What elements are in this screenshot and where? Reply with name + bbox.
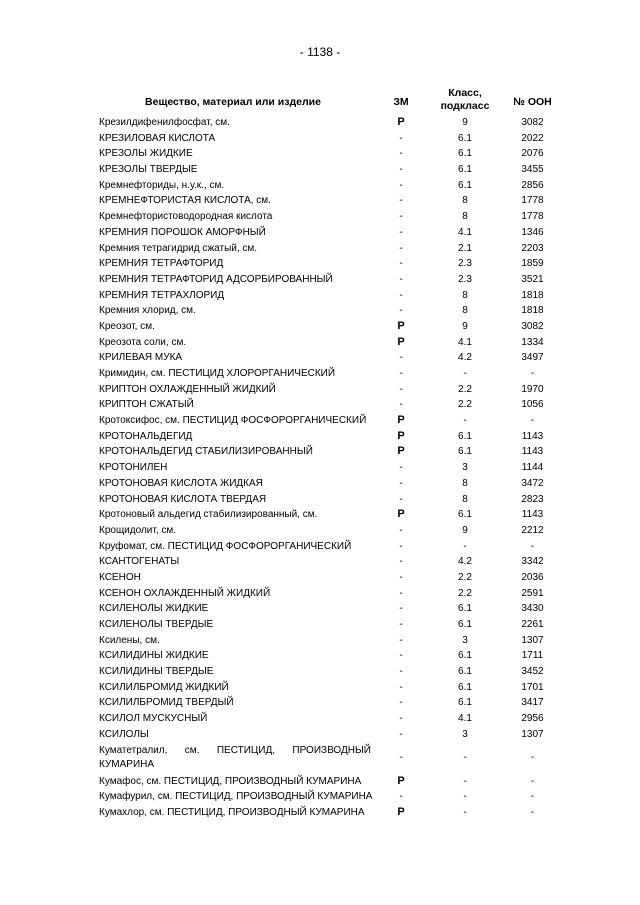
table-row	[0, 476, 640, 492]
table-row	[0, 554, 640, 570]
zm-mark: P	[397, 319, 405, 332]
substance-name: КРЕМНИЯ ПОРОШОК АМОРФНЫЙ	[99, 226, 266, 238]
substance-name: Круфомат, см. ПЕСТИЦИД ФОСФОРОРГАНИЧЕСКИЙ	[99, 540, 352, 552]
zm-mark: -	[399, 258, 403, 270]
hazard-class: 3	[462, 462, 468, 474]
hazard-class: 2.2	[458, 383, 472, 395]
substance-name: КРОТОНОВАЯ КИСЛОТА ЖИДКАЯ	[99, 477, 263, 489]
table-row	[0, 397, 640, 413]
zm-mark: -	[399, 132, 403, 144]
table-row	[0, 570, 640, 586]
hazard-class: 9	[462, 320, 468, 332]
hazard-class: 6.1	[458, 619, 472, 630]
table-row	[0, 523, 640, 539]
zm-mark: -	[399, 619, 403, 630]
un-number: 3521	[521, 273, 544, 285]
substance-name: КСЕНОН ОХЛАЖДЕННЫЙ ЖИДКИЙ	[99, 587, 271, 599]
zm-mark: P	[397, 414, 405, 427]
hazard-class: 8	[462, 195, 468, 207]
substance-name: Куматетралил, см. ПЕСТИЦИД, ПРОИЗВОДНЫЙ КУМАРИНА	[99, 744, 371, 770]
un-number: 3452	[521, 666, 544, 678]
table-row	[0, 131, 640, 147]
zm-mark: -	[399, 681, 403, 693]
substance-name: Кримидин, см. ПЕСТИЦИД ХЛОРОРГАНИЧЕСКИЙ	[99, 368, 336, 379]
un-number: 2212	[521, 524, 544, 536]
un-number: 2203	[521, 242, 544, 254]
zm-mark: P	[397, 774, 405, 787]
substance-name: КРЕМНИЯ ТЕТРАХЛОРИД	[99, 289, 225, 301]
hazard-class: 9	[462, 117, 468, 128]
hazard-class: 4.1	[458, 336, 472, 348]
hazard-class: 3	[462, 634, 468, 646]
hazard-class: 6.1	[458, 179, 472, 191]
un-number: -	[530, 540, 535, 552]
un-number: 1701	[521, 681, 544, 693]
table-row	[0, 193, 640, 209]
un-number: 1711	[521, 650, 544, 662]
substance-table	[0, 115, 640, 821]
un-number: 1143	[521, 509, 544, 521]
zm-mark: -	[399, 540, 403, 552]
un-number: 3082	[521, 117, 544, 128]
table-row	[0, 633, 640, 649]
hazard-class: -	[463, 368, 467, 379]
hazard-class: 2.1	[458, 242, 472, 254]
zm-mark: -	[399, 211, 403, 223]
zm-mark: -	[399, 650, 403, 662]
table-row	[0, 429, 640, 445]
un-number: 1307	[521, 634, 544, 646]
hazard-class: 2.3	[458, 258, 472, 270]
zm-mark: -	[399, 477, 403, 489]
substance-name: КРОТОНОВАЯ КИСЛОТА ТВЕРДАЯ	[99, 493, 267, 505]
un-number: 3417	[521, 697, 544, 709]
un-number: 2823	[521, 493, 544, 505]
zm-mark: -	[399, 179, 403, 191]
header-un-number: № ООН	[513, 96, 552, 108]
table-row	[0, 444, 640, 460]
zm-mark: P	[397, 508, 405, 521]
table-row	[0, 256, 640, 272]
hazard-class: 6.1	[458, 509, 472, 521]
substance-name: Креозота соли, см.	[99, 336, 187, 348]
table-row	[0, 288, 640, 304]
table-row	[0, 241, 640, 257]
un-number: 3082	[521, 320, 544, 332]
un-number: 2036	[521, 571, 544, 583]
substance-name: Кумахлор, см. ПЕСТИЦИД, ПРОИЗВОДНЫЙ КУМАРИНА	[99, 806, 365, 818]
hazard-class: 6.1	[458, 603, 472, 615]
zm-mark: -	[399, 148, 403, 160]
zm-mark: -	[399, 556, 403, 568]
zm-mark: -	[399, 305, 403, 317]
header-name: Вещество, материал или изделие	[145, 96, 321, 108]
zm-mark: -	[399, 462, 403, 474]
header-class-line2: подкласс	[440, 100, 490, 112]
zm-mark: -	[399, 383, 403, 395]
table-row	[0, 711, 640, 727]
un-number: 1144	[521, 462, 544, 474]
substance-name: Кротоксифос, см. ПЕСТИЦИД ФОСФОРОРГАНИЧЕСКИЙ	[99, 415, 367, 427]
un-number: -	[530, 415, 535, 427]
table-row	[0, 303, 640, 319]
un-number: 3430	[521, 603, 544, 615]
table-row	[0, 743, 640, 774]
hazard-class: 6.1	[458, 148, 472, 160]
substance-name: Кремнефториды, н.у.к., см.	[99, 179, 225, 191]
substance-name: КРОТОНИЛЕН	[99, 462, 168, 474]
hazard-class: -	[463, 791, 467, 803]
hazard-class: -	[463, 751, 467, 763]
table-row	[0, 460, 640, 476]
zm-mark: P	[397, 805, 405, 818]
substance-name: Кремния хлорид, см.	[99, 305, 196, 317]
substance-name: КСИЛИЛБРОМИД ЖИДКИЙ	[99, 681, 229, 693]
hazard-class: 4.2	[458, 352, 472, 364]
table-row	[0, 335, 640, 351]
un-number: 3455	[521, 164, 544, 176]
un-number: -	[530, 791, 535, 803]
substance-name: КРЕМНЕФТОРИСТАЯ КИСЛОТА, см.	[99, 195, 271, 207]
hazard-class: 6.1	[458, 681, 472, 693]
hazard-class: -	[463, 540, 467, 552]
zm-mark: -	[399, 524, 403, 536]
un-number: 2022	[521, 132, 544, 144]
table-row	[0, 209, 640, 225]
substance-name: КСИЛОЛЫ	[99, 728, 149, 740]
table-row	[0, 492, 640, 508]
hazard-class: 2.2	[458, 399, 472, 411]
substance-name: КСИЛИДИНЫ ТВЕРДЫЕ	[99, 666, 214, 678]
substance-name: Крощидолит, см.	[99, 524, 177, 536]
substance-name: КСИЛИДИНЫ ЖИДКИЕ	[99, 650, 209, 662]
table-row	[0, 366, 640, 382]
substance-name: КРЕМНИЯ ТЕТРАФТОРИД	[99, 258, 224, 270]
zm-mark: -	[399, 713, 403, 725]
un-number: 1307	[521, 728, 544, 740]
table-row	[0, 727, 640, 743]
zm-mark: -	[399, 399, 403, 411]
un-number: 1056	[521, 399, 544, 411]
un-number: 2076	[521, 148, 544, 160]
un-number: -	[530, 751, 535, 763]
zm-mark: -	[399, 352, 403, 364]
un-number: 1778	[521, 195, 544, 207]
substance-name: КСИЛИЛБРОМИД ТВЕРДЫЙ	[99, 697, 234, 709]
substance-name: КСЕНОН	[99, 571, 141, 583]
table-row	[0, 350, 640, 366]
zm-mark: P	[397, 429, 405, 442]
header-class	[425, 87, 505, 113]
zm-mark: -	[399, 587, 403, 599]
zm-mark: -	[399, 164, 403, 176]
hazard-class: 6.1	[458, 650, 472, 662]
hazard-class: 8	[462, 305, 468, 317]
substance-name: КСИЛЕНОЛЫ ТВЕРДЫЕ	[99, 619, 214, 630]
zm-mark: P	[397, 445, 405, 458]
hazard-class: 6.1	[458, 697, 472, 709]
table-row	[0, 789, 640, 805]
hazard-class: 6.1	[458, 666, 472, 678]
substance-name: КРОТОНАЛЬДЕГИД	[99, 430, 193, 442]
hazard-class: -	[463, 775, 467, 787]
table-row	[0, 178, 640, 194]
table-row	[0, 272, 640, 288]
table-row	[0, 382, 640, 398]
hazard-class: 9	[462, 524, 468, 536]
substance-name: КРИЛЕВАЯ МУКА	[99, 352, 183, 364]
header-zm: ЗМ	[393, 96, 409, 108]
table-row	[0, 695, 640, 711]
table-row	[0, 146, 640, 162]
un-number: 1143	[521, 446, 544, 458]
table-row	[0, 115, 640, 131]
zm-mark: -	[399, 289, 403, 301]
hazard-class: 3	[462, 728, 468, 740]
zm-mark: P	[397, 116, 405, 128]
hazard-class: 6.1	[458, 446, 472, 458]
hazard-class: 8	[462, 289, 468, 301]
substance-name: КРЕЗОЛЫ ЖИДКИЕ	[99, 148, 193, 160]
zm-mark: -	[399, 226, 403, 238]
substance-name: Кротоновый альдегид стабилизированный, см.	[99, 509, 318, 521]
zm-mark: -	[399, 195, 403, 207]
table-row	[0, 507, 640, 523]
un-number: -	[530, 775, 535, 787]
hazard-class: 2.2	[458, 571, 472, 583]
un-number: 2856	[521, 179, 544, 191]
substance-name: Ксилены, см.	[99, 634, 160, 646]
un-number: -	[530, 368, 535, 379]
hazard-class: 6.1	[458, 430, 472, 442]
zm-mark: P	[397, 335, 405, 348]
substance-name: КСИЛЕНОЛЫ ЖИДКИЕ	[99, 603, 209, 615]
substance-name: Крезилдифенилфосфат, см.	[99, 117, 230, 128]
substance-name: КСИЛОЛ МУСКУСНЫЙ	[99, 713, 208, 725]
un-number: 1859	[521, 258, 544, 270]
table-row	[0, 774, 640, 790]
hazard-class: 4.1	[458, 226, 472, 238]
hazard-class: 2.3	[458, 273, 472, 285]
page-number: - 1138 -	[299, 45, 341, 59]
substance-name: КСАНТОГЕНАТЫ	[99, 556, 180, 568]
substance-name: КРЕЗИЛОВАЯ КИСЛОТА	[99, 132, 216, 144]
header-class-line1: Класс,	[448, 87, 482, 99]
substance-name: КРИПТОН ОХЛАЖДЕННЫЙ ЖИДКИЙ	[99, 383, 276, 395]
table-row	[0, 601, 640, 617]
un-number: 2261	[521, 619, 544, 630]
table-row	[0, 162, 640, 178]
zm-mark: -	[399, 697, 403, 709]
table-row	[0, 539, 640, 555]
un-number: 3342	[521, 556, 544, 568]
substance-name: КРОТОНАЛЬДЕГИД СТАБИЛИЗИРОВАННЫЙ	[99, 446, 313, 458]
table-row	[0, 664, 640, 680]
table-row	[0, 617, 640, 633]
un-number: 3497	[521, 352, 544, 364]
zm-mark: -	[399, 493, 403, 505]
un-number: 1334	[521, 336, 544, 348]
zm-mark: -	[399, 666, 403, 678]
substance-name: Кумафурил, см. ПЕСТИЦИД, ПРОИЗВОДНЫЙ КУМАРИНА	[99, 791, 373, 803]
hazard-class: 6.1	[458, 164, 472, 176]
table-row	[0, 413, 640, 429]
un-number: 1970	[521, 383, 544, 395]
hazard-class: -	[463, 415, 467, 427]
hazard-class: 4.2	[458, 556, 472, 568]
zm-mark: -	[399, 242, 403, 254]
zm-mark: -	[399, 751, 403, 763]
table-row	[0, 319, 640, 335]
un-number: 2591	[521, 587, 544, 599]
hazard-class: 6.1	[458, 132, 472, 144]
substance-name: Кумафос, см. ПЕСТИЦИД, ПРОИЗВОДНЫЙ КУМАРИНА	[99, 775, 362, 787]
un-number: 2956	[521, 713, 544, 725]
substance-name: КРИПТОН СЖАТЫЙ	[99, 399, 194, 411]
table-row	[0, 805, 640, 821]
un-number: 1818	[521, 289, 544, 301]
substance-name: Кремнефтористоводородная кислота	[99, 211, 273, 223]
table-row	[0, 586, 640, 602]
un-number: 1818	[521, 305, 544, 317]
substance-name: КРЕЗОЛЫ ТВЕРДЫЕ	[99, 164, 198, 176]
hazard-class: 8	[462, 493, 468, 505]
table-row	[0, 225, 640, 241]
zm-mark: -	[399, 728, 403, 740]
un-number: 1778	[521, 211, 544, 223]
hazard-class: 2.2	[458, 587, 472, 599]
un-number: -	[530, 806, 535, 818]
table-row	[0, 648, 640, 664]
substance-name: Кремния тетрагидрид сжатый, см.	[99, 242, 258, 254]
zm-mark: -	[399, 791, 403, 803]
table-row	[0, 680, 640, 696]
hazard-class: 8	[462, 211, 468, 223]
zm-mark: -	[399, 603, 403, 615]
un-number: 1143	[521, 430, 544, 442]
hazard-class: -	[463, 806, 467, 818]
hazard-class: 4.1	[458, 713, 472, 725]
zm-mark: -	[399, 273, 403, 285]
zm-mark: -	[399, 634, 403, 646]
un-number: 3472	[521, 477, 544, 489]
un-number: 1346	[521, 226, 544, 238]
substance-name: КРЕМНИЯ ТЕТРАФТОРИД АДСОРБИРОВАННЫЙ	[99, 273, 333, 285]
zm-mark: -	[399, 368, 403, 379]
hazard-class: 8	[462, 477, 468, 489]
substance-name: Креозот, см.	[99, 320, 155, 332]
zm-mark: -	[399, 571, 403, 583]
